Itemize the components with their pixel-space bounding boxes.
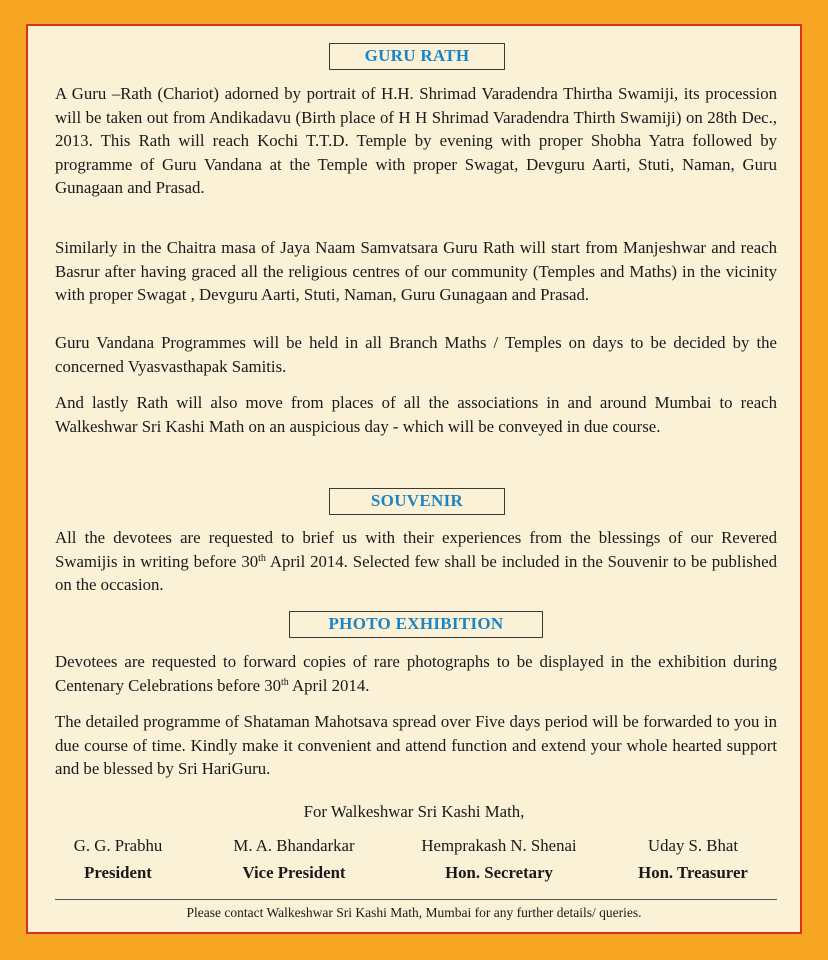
footer-contact-note: Please contact Walkeshwar Sri Kashi Math, Mumbai for any further details/ queries. bbox=[186, 905, 642, 920]
guru-rath-paragraph-1: A Guru –Rath (Chariot) adorned by portrait of H.H. Shrimad Varadendra Thirtha Swamiji, its procession will be taken out from Andikadavu (Birth place of H H Shrimad Varadendra Thirth Swamiji) on 28th Dec., 2013. This Rath will reach Kochi T.T.D. Temple by evening with proper Shobha Yatra followed by programme of Guru Vandana at the Temple with proper Swagat, Devguru Aarti, Stuti, Naman, Guru Gunagaan and Prasad. bbox=[55, 84, 777, 198]
souvenir-heading: SOUVENIR bbox=[329, 488, 505, 515]
notice-panel bbox=[26, 24, 802, 934]
souvenir-paragraph bbox=[55, 526, 777, 597]
souvenir-ordinal-suffix: th bbox=[258, 552, 266, 564]
signatory-vice-president bbox=[208, 834, 380, 885]
photo-exhibition-paragraph-1 bbox=[55, 650, 777, 697]
souvenir-text-start: All the devotees are requested to brief us with their experiences from the blessings of our Revered Swamijis in writing before 30 bbox=[55, 528, 777, 571]
photo-exhibition-heading: PHOTO EXHIBITION bbox=[289, 611, 543, 638]
guru-rath-paragraph-2: Similarly in the Chaitra masa of Jaya Naam Samvatsara Guru Rath will start from Manjeshwar and reach Basrur after having graced all the religious centres of our community (Temples and Maths) in the vicinity with proper Swagat , Devguru Aarti, Stuti, Naman, Guru Gunagaan and Prasad. bbox=[55, 238, 777, 305]
guru-rath-heading: GURU RATH bbox=[329, 43, 505, 70]
photo-exhibition-text-start: Devotees are requested to forward copies of rare photographs to be displayed in the exhibition during Centenary Celebrations before 30 bbox=[55, 652, 777, 695]
signatory-title: Vice President bbox=[242, 863, 346, 882]
signatory-title: President bbox=[84, 863, 152, 882]
guru-rath-paragraph-4: And lastly Rath will also move from places of all the associations in and around Mumbai to reach Walkeshwar Sri Kashi Math on an auspicious day - which will be conveyed in due course. bbox=[55, 393, 777, 436]
footer-divider bbox=[55, 899, 777, 900]
for-organisation-line: For Walkeshwar Sri Kashi Math, bbox=[303, 802, 525, 821]
signatory-name: Hemprakash N. Shenai bbox=[421, 836, 577, 855]
signatory-name: Uday S. Bhat bbox=[648, 836, 738, 855]
souvenir-text-end: April 2014. Selected few shall be included in the Souvenir to be published on the occasion. bbox=[55, 551, 778, 595]
signatory-name: M. A. Bhandarkar bbox=[233, 836, 355, 855]
signatory-president bbox=[58, 834, 178, 885]
photo-exhibition-paragraph-2: The detailed programme of Shataman Mahotsava spread over Five days period will be forwarded to you in due course of time. Kindly make it convenient and attend function and extend your whole hearted support and be blessed by Sri HariGuru. bbox=[55, 712, 777, 779]
signatory-name: G. G. Prabhu bbox=[73, 836, 163, 855]
signatory-title: Hon. Secretary bbox=[445, 863, 553, 882]
photo-exhibition-text-end: April 2014. bbox=[288, 675, 370, 695]
signatory-treasurer bbox=[618, 834, 768, 885]
signatory-secretary bbox=[394, 834, 604, 885]
guru-rath-paragraph-3: Guru Vandana Programmes will be held in all Branch Maths / Temples on days to be decided by the concerned Vyasvasthapak Samitis. bbox=[55, 333, 777, 376]
signatory-title: Hon. Treasurer bbox=[638, 863, 748, 882]
photo-exhibition-ordinal-suffix: th bbox=[281, 676, 289, 688]
